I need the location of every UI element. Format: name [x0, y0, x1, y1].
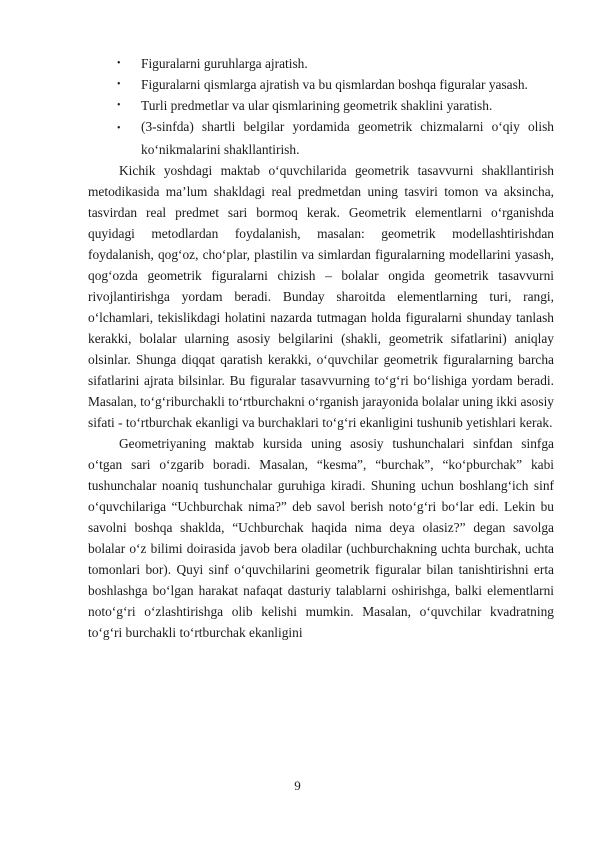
list-item-text: Turli predmetlar va ular qismlarining geometrik shaklini yaratish. [141, 98, 493, 113]
bullet-icon: • [117, 58, 121, 69]
page-content [88, 53, 554, 643]
list-item-text: (3-sinfda) shartli belgilar yordamida geometrik chizmalarni o‘qiy olish ko‘nikmalarini shakllantirish. [141, 119, 554, 157]
bullet-icon: • [117, 123, 121, 134]
bullet-list [88, 53, 554, 160]
bullet-icon: • [117, 100, 121, 111]
list-item-text: Figuralarni qismlarga ajratish va bu qismlardan boshqa figuralar yasash. [141, 77, 528, 92]
list-item [88, 116, 554, 160]
bullet-icon: • [117, 79, 121, 90]
list-item [88, 53, 554, 74]
paragraph: Geometriyaning maktab kursida uning asosiy tushunchalari sinfdan sinfga o‘tgan sari o‘zgarib boradi. Masalan, “kesma”, “burchak”, “ko‘pburchak” kabi tushunchalar noaniq tushunchalar guruhiga kiradi. Shuning uchun boshlang‘ich sinf o‘quvchilariga “Uchburchak nima?” deb savol berish noto‘g‘ri bo‘lar edi. Lekin bu savolni boshqa shaklda, “Uchburchak haqida nima deya olasiz?” degan savolga bolalar o‘z bilimi doirasida javob bera oladilar (uchburchakning uchta burchak, uchta tomonlari bor). Quyi sinf o‘quvchilarini geometrik figuralar bilan tanishtirishni erta boshlashga bo‘lgan harakat nafaqat dasturiy talablarni oshirishga, balki elementlarni noto‘g‘ri o‘zlashtirishga olib kelishi mumkin. Masalan, o‘quvchilar kvadratning to‘g‘ri burchakli to‘rtburchak ekanligini [88, 436, 554, 640]
list-item-text: Figuralarni guruhlarga ajratish. [141, 56, 308, 71]
paragraph: Kichik yoshdagi maktab o‘quvchilarida geometrik tasavvurni shakllantirish metodikasida ma’lum shakldagi real predmetdan uning tasviri tomon va aksincha, tasvirdan real predmet sari bormoq kerak. Geometrik elementlarni o‘rganishda quyidagi metodlardan foydalanish, masalan: geometrik modellashtirishdan foydalanish, qog‘oz, cho‘plar, plastilin va simlardan figuralarning modellarini yasash, qog‘ozda geometrik figuralarni chizish – bolalar ongida geometrik tasavvurni rivojlantirishga yordam beradi. Bunday sharoitda elementlarning turi, rangi, o‘lchamlari, tekislikdagi holatini nazarda tutmagan holda figuralarni shunday tanlash kerakki, bolalar ularning asosiy belgilarini (shakli, geometrik sifatlarini) aniqlay olsinlar. Shunga diqqat qaratish kerakki, o‘quvchilar geometrik figuralarning barcha sifatlarini ajrata bilsinlar. Bu figuralar tasavvurning to‘g‘ri bo‘lishiga yordam beradi. Masalan, to‘g‘riburchakli to‘rtburchakni o‘rganish jarayonida bolalar uning ikki asosiy sifati - to‘rtburchak ekanligi va burchaklari to‘g‘ri ekanligini tushunib yetishlari kerak. [88, 163, 554, 430]
list-item [88, 95, 554, 116]
list-item [88, 74, 554, 95]
page-number: 9 [294, 778, 301, 793]
